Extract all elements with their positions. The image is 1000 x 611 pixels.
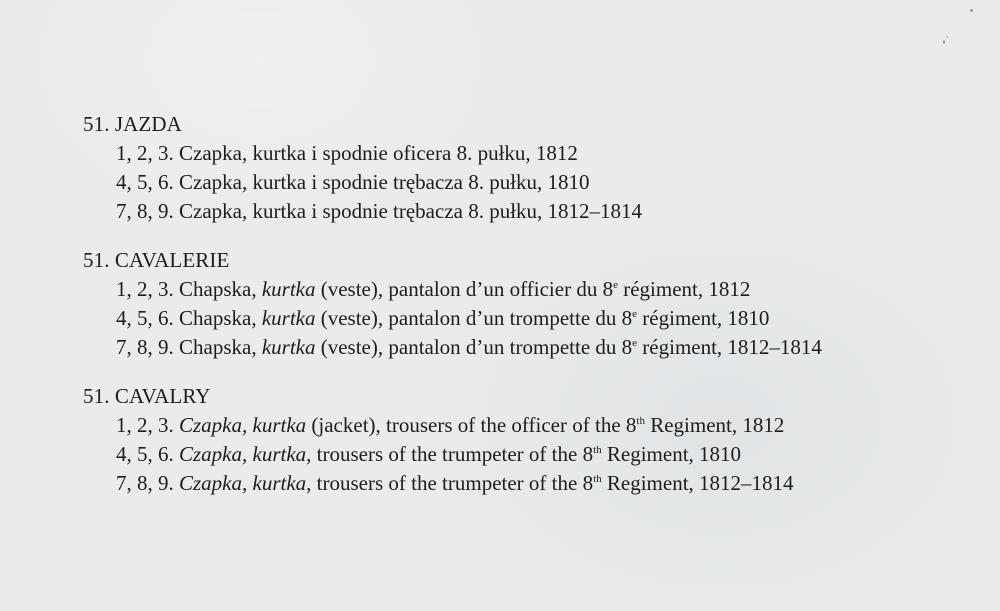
- caption-line: [83, 411, 983, 440]
- italic-term: Czapka, kurtka: [179, 413, 307, 437]
- caption-line: [83, 275, 983, 304]
- caption-line: [83, 197, 983, 226]
- line-text: Regiment, 1812: [644, 413, 785, 437]
- caption-line: [83, 168, 983, 197]
- line-text: Chapska,: [179, 277, 262, 301]
- item-numbers: 7, 8, 9.: [116, 471, 179, 495]
- speck-mark: [970, 9, 973, 12]
- caption-section-polish: [83, 110, 983, 226]
- line-text: (jacket), trousers of the officer of the 8: [306, 413, 637, 437]
- line-text: (veste), pantalon d’un trompette du 8: [315, 306, 633, 330]
- plate-caption: [83, 110, 983, 518]
- item-numbers: 7, 8, 9.: [116, 335, 179, 359]
- line-text: Czapka, kurtka i spodnie oficera 8. pułku, 1812: [179, 141, 578, 165]
- caption-section-french: [83, 246, 983, 362]
- ordinal-superscript: e: [632, 337, 638, 349]
- item-numbers: 4, 5, 6.: [116, 306, 179, 330]
- italic-term: kurtka: [261, 335, 316, 359]
- item-numbers: 7, 8, 9.: [116, 199, 179, 223]
- section-title: 51. CAVALERIE: [83, 248, 230, 272]
- caption-line: [83, 333, 983, 362]
- line-text: Czapka, kurtka i spodnie trębacza 8. pułku, 1812–1814: [179, 199, 643, 223]
- caption-line: [83, 440, 983, 469]
- caption-line: [83, 469, 983, 498]
- line-text: régiment, 1812–1814: [637, 335, 822, 359]
- italic-term: Czapka, kurtka: [179, 442, 307, 466]
- italic-term: kurtka: [261, 306, 316, 330]
- ordinal-superscript: e: [613, 279, 618, 291]
- caption-section-english: [83, 382, 983, 498]
- section-title: 51. CAVALRY: [83, 384, 211, 408]
- line-text: Czapka, kurtka i spodnie trębacza 8. pułku, 1810: [179, 170, 590, 194]
- line-text: (veste), pantalon d’un trompette du 8: [315, 335, 633, 359]
- line-text: , trousers of the trumpeter of the 8: [306, 442, 594, 466]
- item-numbers: 4, 5, 6.: [116, 170, 179, 194]
- ordinal-superscript: e: [632, 308, 638, 320]
- line-text: Chapska,: [179, 306, 262, 330]
- line-text: (veste), pantalon d’un officier du 8: [315, 277, 614, 301]
- line-text: régiment, 1810: [637, 306, 770, 330]
- item-numbers: 1, 2, 3.: [116, 413, 179, 437]
- caption-line: [83, 139, 983, 168]
- line-text: Regiment, 1812–1814: [601, 471, 794, 495]
- speck-mark: [943, 40, 945, 44]
- italic-term: Czapka, kurtka: [179, 471, 307, 495]
- item-numbers: 4, 5, 6.: [116, 442, 179, 466]
- section-title: 51. JAZDA: [83, 112, 182, 136]
- line-text: régiment, 1812: [617, 277, 751, 301]
- caption-line: [83, 304, 983, 333]
- item-numbers: 1, 2, 3.: [116, 141, 179, 165]
- ordinal-superscript: th: [593, 444, 602, 456]
- italic-term: kurtka: [261, 277, 316, 301]
- ordinal-superscript: th: [636, 415, 645, 427]
- speck-mark: [947, 36, 948, 38]
- line-text: Chapska,: [179, 335, 262, 359]
- line-text: , trousers of the trumpeter of the 8: [306, 471, 594, 495]
- ordinal-superscript: th: [593, 473, 602, 485]
- item-numbers: 1, 2, 3.: [116, 277, 179, 301]
- line-text: Regiment, 1810: [601, 442, 742, 466]
